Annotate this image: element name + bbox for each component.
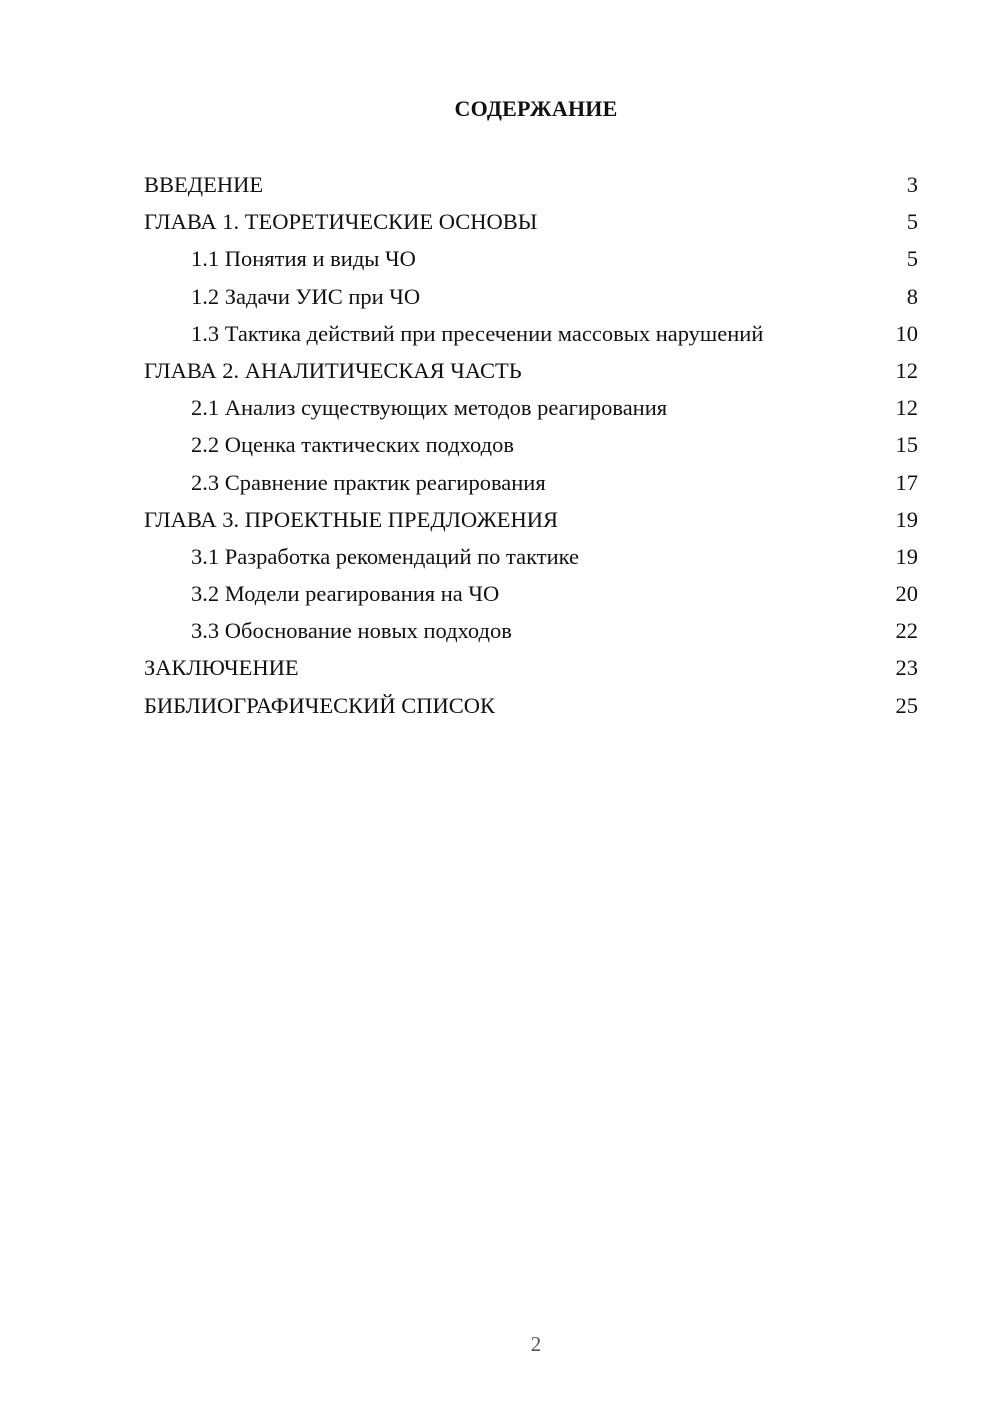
toc-item-label: 1.2 Задачи УИС при ЧО: [191, 283, 421, 309]
toc-item-label: 2.1 Анализ существующих методов реагирования: [191, 395, 668, 421]
toc-item-section-1-1[interactable]: [0, 240, 1000, 277]
toc-item-page: 8: [906, 283, 918, 309]
toc-item-label: ВВЕДЕНИЕ: [144, 172, 264, 197]
toc-item-section-1-3[interactable]: [0, 315, 1000, 352]
toc-item-page: 12: [895, 395, 918, 421]
toc-item-bibliography[interactable]: [0, 687, 1000, 724]
page-number: 2: [530, 1332, 542, 1356]
toc-item-section-1-2[interactable]: [0, 278, 1000, 315]
toc-item-section-2-3[interactable]: [0, 464, 1000, 501]
toc-item-chapter-3[interactable]: [0, 501, 1000, 538]
toc-item-page: 5: [906, 246, 918, 272]
toc-item-label: 2.3 Сравнение практик реагирования: [191, 469, 546, 495]
toc-item-introduction[interactable]: [0, 166, 1000, 203]
toc-item-chapter-1[interactable]: [0, 203, 1000, 240]
toc-item-label: 2.2 Оценка тактических подходов: [191, 432, 514, 458]
toc-item-label: 3.2 Модели реагирования на ЧО: [191, 581, 500, 607]
toc-item-label: 1.3 Тактика действий при пресечении массовых нарушений: [191, 320, 764, 346]
toc-item-label: 3.1 Разработка рекомендаций по тактике: [191, 543, 579, 569]
toc-item-page: 3: [906, 172, 918, 197]
toc-item-page: 19: [895, 506, 918, 532]
toc-item-label: 1.1 Понятия и виды ЧО: [191, 246, 416, 272]
table-of-contents: [0, 166, 1000, 724]
toc-item-section-2-1[interactable]: [0, 389, 1000, 426]
toc-item-conclusion[interactable]: [0, 649, 1000, 686]
toc-item-page: 17: [895, 469, 918, 495]
toc-item-page: 12: [895, 357, 918, 383]
toc-item-label: БИБЛИОГРАФИЧЕСКИЙ СПИСОК: [144, 692, 496, 718]
toc-item-label: 3.3 Обоснование новых подходов: [191, 618, 512, 644]
toc-item-page: 19: [895, 543, 918, 569]
toc-item-section-3-3[interactable]: [0, 612, 1000, 649]
toc-title: СОДЕРЖАНИЕ: [454, 96, 618, 121]
toc-item-label: ЗАКЛЮЧЕНИЕ: [144, 655, 299, 681]
toc-item-section-3-2[interactable]: [0, 575, 1000, 612]
toc-item-page: 15: [895, 432, 918, 458]
toc-item-page: 23: [895, 655, 918, 681]
toc-item-page: 20: [895, 581, 918, 607]
toc-item-label: ГЛАВА 2. АНАЛИТИЧЕСКАЯ ЧАСТЬ: [144, 357, 522, 383]
toc-item-label: ГЛАВА 1. ТЕОРЕТИЧЕСКИЕ ОСНОВЫ: [144, 209, 538, 235]
toc-item-label: ГЛАВА 3. ПРОЕКТНЫЕ ПРЕДЛОЖЕНИЯ: [144, 506, 559, 532]
toc-item-section-2-2[interactable]: [0, 426, 1000, 463]
toc-item-page: 22: [895, 618, 918, 644]
toc-item-page: 25: [895, 692, 918, 718]
toc-item-chapter-2[interactable]: [0, 352, 1000, 389]
toc-item-section-3-1[interactable]: [0, 538, 1000, 575]
toc-item-page: 5: [906, 209, 918, 235]
toc-item-page: 10: [895, 320, 918, 346]
